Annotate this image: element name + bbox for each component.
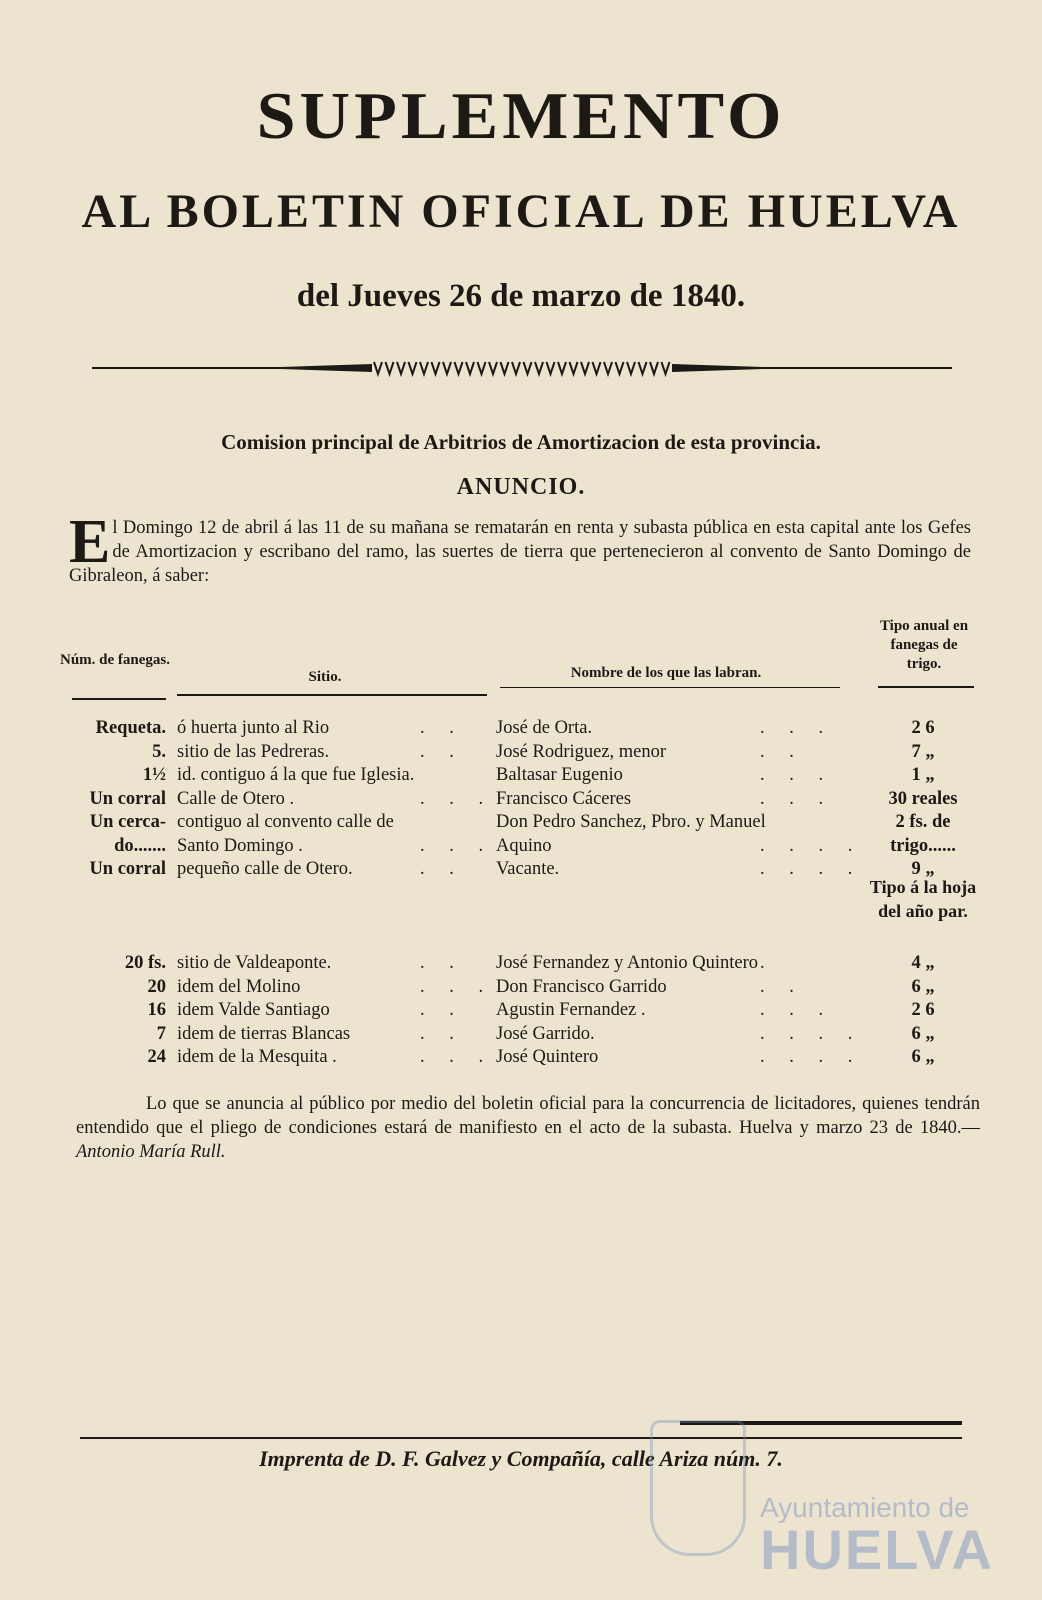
cell-tipo: 6 „	[911, 976, 935, 997]
cell-sitio: Calle de Otero .	[177, 788, 295, 809]
date-line: del Jueves 26 de marzo de 1840.	[296, 278, 746, 314]
intro-paragraph	[69, 508, 971, 588]
nombre-dot-leader: . . .	[760, 718, 834, 738]
table-row	[0, 716, 1042, 740]
commission-heading: Comision principal de Arbitrios de Amortizacion de esta provincia.	[221, 430, 821, 454]
cell-nombre: Don Pedro Sanchez, Pbro. y Manuel	[496, 812, 766, 832]
cell-num: 24	[147, 1047, 166, 1067]
cell-tipo: 4 „	[911, 953, 935, 973]
table-row	[0, 1045, 1042, 1069]
sitio-dot-leader: . .	[420, 1023, 464, 1044]
cell-tipo: 9 „	[911, 859, 935, 879]
imprint-line: Imprenta de D. F. Galvez y Compañía, calle Ariza núm. 7.	[259, 1446, 783, 1471]
watermark-line1: Ayuntamiento de	[760, 1492, 970, 1523]
municipal-seal-watermark	[650, 1420, 746, 1556]
table-row	[0, 951, 1042, 975]
nombre-dot-leader: . .	[760, 976, 804, 997]
cell-sitio: idem del Molino	[177, 976, 301, 997]
cell-num: Un corral	[89, 788, 166, 809]
cell-sitio: sitio de Valdeaponte.	[177, 953, 332, 973]
tipo-note: Tipo á la hoja del año par.	[869, 877, 977, 921]
nombre-dot-leader: . . . .	[760, 1023, 863, 1044]
table-row	[0, 834, 1042, 858]
header-rule-nombre	[500, 687, 840, 688]
table-row	[0, 787, 1042, 811]
cell-sitio: Santo Domingo .	[177, 835, 303, 856]
header-rule-tipo	[878, 686, 974, 688]
cell-sitio: sitio de las Pedreras.	[177, 741, 330, 762]
cell-num: Un corral	[89, 859, 166, 879]
cell-num: Requeta.	[95, 718, 166, 738]
cell-nombre: José Fernandez y Antonio Quintero	[496, 953, 759, 973]
cell-sitio: ó huerta junto al Rio	[177, 718, 330, 738]
col-header-num: Núm. de fanegas.	[60, 652, 171, 668]
header-rule-sitio	[177, 694, 487, 696]
table-row	[0, 1022, 1042, 1046]
col-header-sitio: Sitio.	[308, 669, 342, 685]
cell-nombre: José Rodriguez, menor	[496, 741, 667, 762]
nombre-dot-leader: . . .	[760, 1000, 834, 1020]
cell-nombre: Agustin Fernandez .	[496, 1000, 646, 1020]
sitio-dot-leader: . .	[420, 859, 464, 879]
table-row	[0, 998, 1042, 1022]
sitio-dot-leader: . . .	[420, 788, 494, 809]
cell-sitio: id. contiguo á la que fue Iglesia.	[177, 765, 415, 785]
watermark-line2: HUELVA	[760, 1518, 994, 1581]
table-row	[0, 975, 1042, 999]
sitio-dot-leader: . . .	[420, 976, 494, 997]
cell-nombre: Francisco Cáceres	[496, 788, 632, 809]
col-header-tipo: Tipo anual en fanegas de trigo.	[879, 618, 969, 672]
cell-num: 20 fs.	[124, 953, 166, 973]
cell-sitio: idem de la Mesquita .	[177, 1047, 337, 1067]
nombre-dot-leader: . .	[760, 741, 804, 762]
col-header-nombre: Nombre de los que las labran.	[570, 665, 762, 681]
cell-sitio: idem de tierras Blancas	[177, 1023, 351, 1044]
cell-nombre: José Quintero	[496, 1047, 599, 1067]
cell-sitio: pequeño calle de Otero.	[177, 859, 353, 879]
cell-sitio: contiguo al convento calle de	[177, 812, 394, 832]
cell-tipo: 2 6	[911, 718, 935, 738]
cell-num: Un cerca-	[89, 812, 166, 832]
cell-sitio: idem Valde Santiago	[177, 1000, 330, 1020]
cell-nombre: Aquino	[496, 835, 552, 856]
nombre-dot-leader: .	[760, 953, 775, 973]
signature: Antonio María Rull.	[76, 1142, 226, 1162]
footer-rule	[80, 1437, 962, 1439]
cell-num: 1½	[142, 765, 166, 785]
cell-num: 7	[156, 1023, 166, 1044]
cell-nombre: José de Orta.	[496, 718, 593, 738]
page-title: SUPLEMENTO	[256, 79, 786, 154]
sitio-dot-leader: . . .	[420, 1047, 494, 1067]
cell-num: 16	[147, 1000, 166, 1020]
cell-tipo: 2 6	[911, 1000, 935, 1020]
closing-paragraph	[76, 1092, 980, 1164]
intro-text: l Domingo 12 de abril á las 11 de su mañana se rematarán en renta y subasta pública en esta capital ante los Gefes de Amortizacion y escribano del ramo, las suertes de tierra que pertenecieron al convento de Santo Domingo de Gibraleon, á saber:	[69, 518, 971, 586]
closing-text: Lo que se anuncia al público por medio del boletin oficial para la concurrencia de licitadores, quienes tendrán entendido que el pliego de condiciones estará de manifiesto en el acto de la subasta. Huelva y marzo 23 de 1840.—	[76, 1094, 980, 1138]
cell-tipo: 6 „	[911, 1023, 935, 1044]
cell-num: 20	[147, 976, 166, 997]
cell-num: 5.	[152, 741, 166, 762]
nombre-dot-leader: . . .	[760, 788, 834, 809]
table-row	[0, 763, 1042, 787]
nombre-dot-leader: . . . .	[760, 1047, 863, 1067]
nombre-dot-leader: . . . .	[760, 835, 863, 856]
sitio-dot-leader: . .	[420, 1000, 464, 1020]
cell-tipo: 30 reales	[888, 788, 958, 809]
cell-nombre: José Garrido.	[496, 1023, 595, 1044]
header-rule-num	[72, 698, 166, 700]
table-row	[0, 810, 1042, 834]
cell-tipo: 1 „	[911, 765, 935, 785]
cell-num: do.......	[114, 835, 166, 856]
nombre-dot-leader: . . . .	[760, 859, 863, 879]
sitio-dot-leader: . .	[420, 718, 464, 738]
nombre-dot-leader: . . .	[760, 765, 834, 785]
sitio-dot-leader: . . .	[420, 835, 494, 856]
table-row	[0, 740, 1042, 764]
cell-nombre: Don Francisco Garrido	[496, 976, 667, 997]
drop-cap: E	[69, 508, 111, 576]
cell-nombre: Baltasar Eugenio	[496, 765, 623, 785]
cell-tipo: 7 „	[911, 741, 935, 762]
cell-tipo: 6 „	[911, 1047, 935, 1067]
cell-tipo: 2 fs. de	[895, 812, 951, 832]
cell-tipo: trigo......	[890, 835, 956, 856]
sitio-dot-leader: . .	[420, 741, 464, 762]
cell-nombre: Vacante.	[496, 859, 560, 879]
sitio-dot-leader: . .	[420, 953, 464, 973]
page-subtitle: AL BOLETIN OFICIAL DE HUELVA	[81, 185, 961, 238]
notice-title: ANUNCIO.	[456, 474, 586, 500]
ornament-divider	[92, 354, 952, 380]
